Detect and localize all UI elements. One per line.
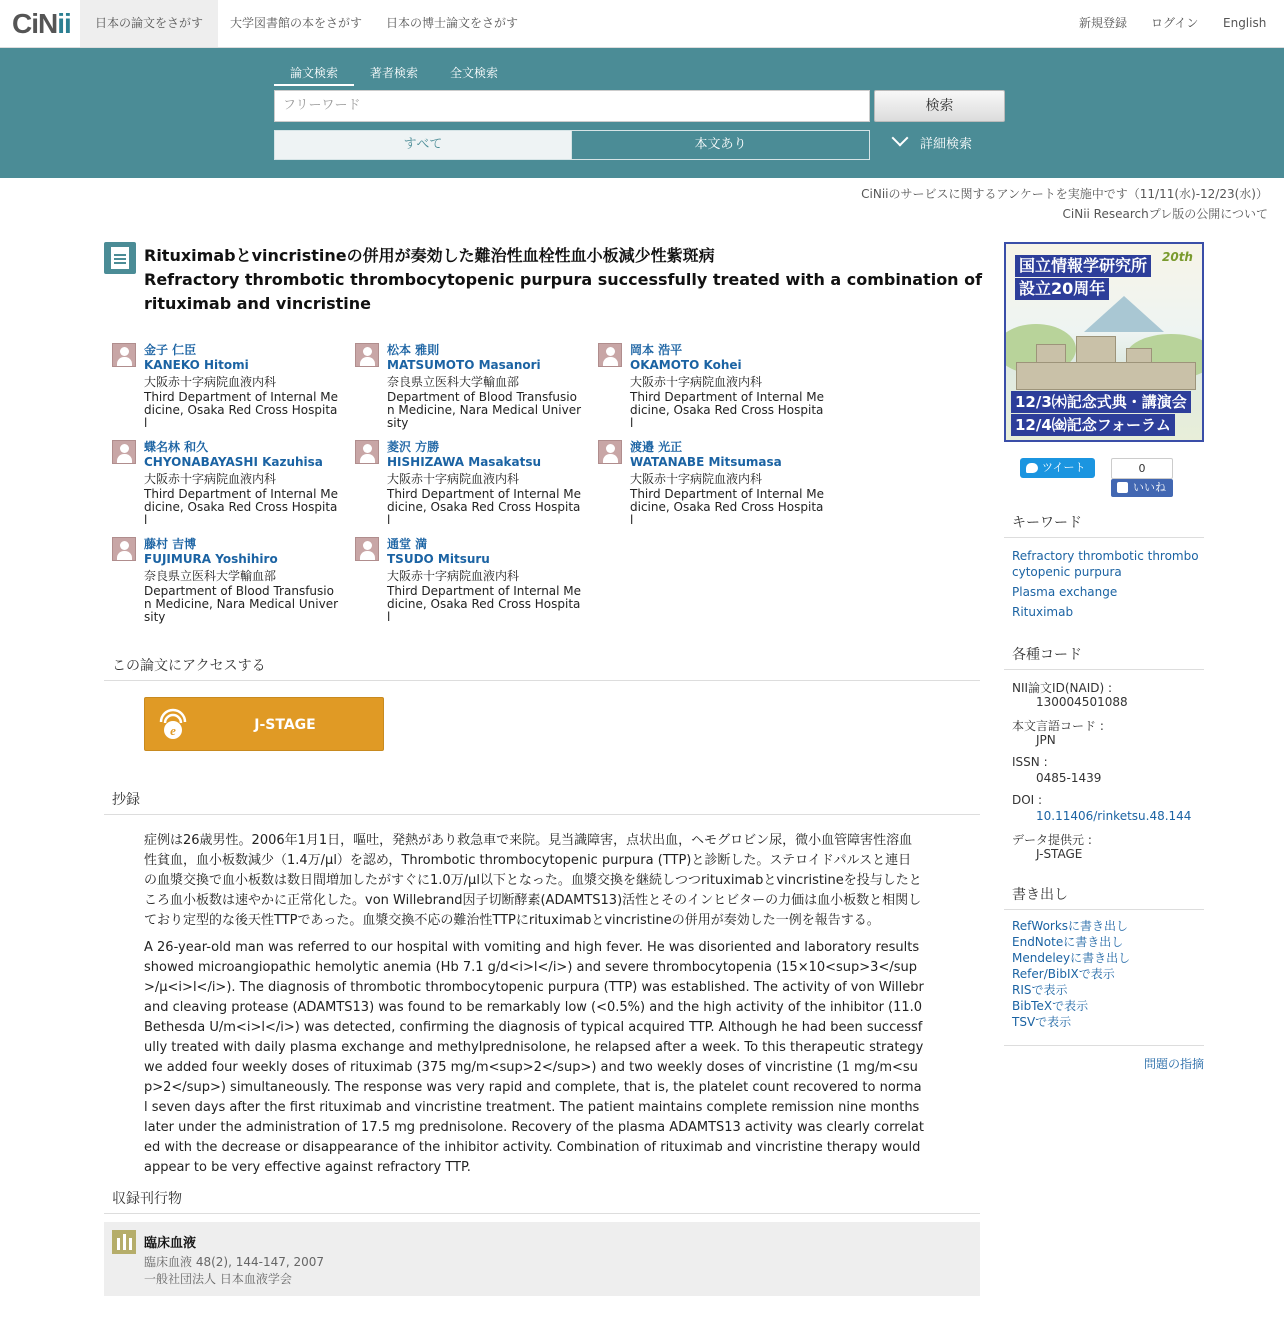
export-refer-link[interactable]: Refer/BibIXで表示 (1012, 967, 1115, 981)
author-affiliation: 大阪赤十字病院血液内科 Third Department of Internal Medicine, Osaka Red Cross Hospital (630, 375, 825, 430)
thumbs-up-icon (1117, 482, 1128, 493)
top-navigation (0, 0, 1284, 48)
author-name-link[interactable]: 蝶名林 和久 CHYONABAYASHI Kazuhisa (144, 440, 323, 469)
like-label: いいね (1133, 481, 1166, 494)
nav-tab-japanese-articles[interactable]: 日本の論文をさがす (80, 0, 218, 47)
author-avatar-icon (112, 440, 136, 464)
keyword-link[interactable]: Plasma exchange (1012, 585, 1118, 599)
article-document-icon (104, 242, 136, 274)
code-label-provider: データ提供元 : (1012, 833, 1092, 847)
author-name-link[interactable]: 藤村 吉博 FUJIMURA Yoshihiro (144, 537, 278, 566)
code-value-naid: 130004501088 (1036, 695, 1128, 709)
twitter-bird-icon (1026, 463, 1038, 473)
author-affiliation: 大阪赤十字病院血液内科 Third Department of Internal Medicine, Osaka Red Cross Hospital (630, 472, 825, 527)
export-mendeley-link[interactable]: Mendeleyに書き出し (1012, 951, 1131, 965)
facebook-like-button[interactable] (1111, 479, 1173, 497)
export-ris-link[interactable]: RISで表示 (1012, 983, 1068, 997)
code-label-issn: ISSN : (1012, 755, 1048, 769)
search-button[interactable]: 検索 (874, 90, 1005, 122)
export-tsv-link[interactable]: TSVで表示 (1012, 1015, 1072, 1029)
journal-publisher: 一般社団法人 日本血液学会 (144, 1272, 292, 1286)
author-affiliation: 大阪赤十字病院血液内科 Third Department of Internal Medicine, Osaka Red Cross Hospital (387, 569, 582, 624)
banner-title-line1: 国立情報学研究所 (1015, 255, 1151, 277)
code-value-provider: J-STAGE (1036, 847, 1083, 861)
journal-info (104, 1222, 980, 1296)
banner-event-1: 12/3㈭記念式典・講演会 (1011, 391, 1191, 413)
code-value-issn: 0485-1439 (1036, 771, 1102, 785)
logo-accent: ii (57, 8, 71, 39)
banner-title-line2: 設立20周年 (1015, 278, 1109, 300)
banner-event-2: 12/4㈮記念フォーラム (1011, 414, 1175, 436)
jstage-button[interactable] (144, 697, 384, 751)
author-affiliation: 大阪赤十字病院血液内科 Third Department of Internal Medicine, Osaka Red Cross Hospital (144, 375, 339, 430)
svg-text:e: e (170, 723, 176, 738)
article-title-en: Refractory thrombotic thrombocytopenic purpura successfully treated with a combination of rituximab and vincristine (144, 270, 983, 313)
abstract-heading: 抄録 (104, 789, 980, 815)
author-name-link[interactable]: 渡邉 光正 WATANABE Mitsumasa (630, 440, 782, 469)
author-avatar-icon (355, 440, 379, 464)
nii-20th-anniversary-banner[interactable] (1004, 242, 1204, 442)
register-link[interactable]: 新規登録 (1079, 16, 1128, 30)
nav-tab-dissertations[interactable]: 日本の博士論文をさがす (386, 16, 519, 30)
login-link[interactable]: ログイン (1151, 16, 1199, 30)
advanced-search-toggle[interactable] (892, 130, 972, 160)
author-affiliation: 大阪赤十字病院血液内科 Third Department of Internal Medicine, Osaka Red Cross Hospital (387, 472, 582, 527)
author-avatar-icon (598, 343, 622, 367)
english-link[interactable]: English (1223, 16, 1267, 30)
author-affiliation: 奈良県立医科大学輸血部 Department of Blood Transfusion Medicine, Nara Medical University (144, 569, 339, 624)
author-name-link[interactable]: 松本 雅則 MATSUMOTO Masanori (387, 343, 541, 372)
author-avatar-icon (598, 440, 622, 464)
jstage-label: J-STAGE (254, 717, 316, 733)
tab-author-search[interactable]: 著者検索 (369, 66, 418, 80)
advanced-search-label: 詳細検索 (920, 137, 973, 152)
author-name-link[interactable]: 岡本 浩平 OKAMOTO Kohei (630, 343, 742, 372)
keywords-heading: キーワード (1004, 512, 1204, 538)
cinii-logo[interactable] (12, 8, 71, 40)
code-label-doi: DOI : (1012, 793, 1043, 807)
tweet-label: ツイート (1042, 461, 1086, 474)
nav-tab-university-books[interactable]: 大学図書館の本をさがす (230, 16, 363, 30)
author-affiliation: 奈良県立医科大学輸血部 Department of Blood Transfusion Medicine, Nara Medical University (387, 375, 582, 430)
abstract-en: A 26-year-old man was referred to our hospital with vomiting and high fever. He was disoriented and laboratory results showed microangiopathic hemolytic anemia (Hb 7.1 g/d<i>l</i>) and severe thrombocytopenia (15×10<sup>3</sup>/μ<i>l</i>). The diagnosis of thrombotic thrombocytopenic purpura (TTP) was established. The activity of von Willebrand cleaving protease (ADAMTS13) was found to be remarkably low (<0.5%) and the high activity of the inhibitor (11.0 Bethesda U/m<i>l</i>) was detected, confirming the diagnosis of typical acquired TTP. Although he had been successfully treated with daily plasma exchange and methylprednisolone, he relapsed after a week. To this therapeutic strategy we added four weekly doses of rituximab (375 mg/m<sup>2</sup>) and two weekly doses of vincristine (1 mg/m<sup>2</sup>) simultaneously. The response was very rapid and complete, that is, the platelet count recovered to normal seven days after the first rituximab and vincristine treatment. The patient maintains complete remission nine months later under the administration of 17.5 mg prednisolone. Recovery of the plasma ADAMTS13 activity was clearly correlated with the decrease or disappearance of the inhibitor activity. Combination of rituximab and vincristine therapy would appear to be very effective against refractory TTP. (144, 940, 924, 1175)
tab-article-search[interactable]: 論文検索 (274, 64, 354, 86)
banner-mountain (1084, 296, 1164, 332)
journal-volume: 臨床血液 48(2), 144-147, 2007 (144, 1255, 325, 1269)
survey-notice-link[interactable]: CiNiiのサービスに関するアンケートを実施中です（11/11(水)-12/23(水)） (861, 187, 1268, 201)
code-value-language: JPN (1036, 733, 1056, 747)
author-name-link[interactable]: 菱沢 方勝 HISHIZAWA Masakatsu (387, 440, 542, 469)
article-title-ja: Rituximabとvincristineの併用が奏効した難治性血栓性血小板減少性紫斑病 (144, 246, 715, 265)
report-problem-link[interactable]: 問題の指摘 (1004, 1045, 1204, 1072)
export-refworks-link[interactable]: RefWorksに書き出し (1012, 919, 1129, 933)
search-input[interactable]: フリーワード (274, 90, 870, 122)
filter-all[interactable]: すべて (274, 130, 572, 160)
filter-fulltext[interactable]: 本文あり (571, 130, 870, 160)
author-name-link[interactable]: 金子 仁臣 KANEKO Hitomi (144, 343, 249, 372)
export-heading: 書き出し (1004, 884, 1204, 910)
search-panel (0, 48, 1284, 178)
keyword-link[interactable]: Refractory thrombotic thrombocytopenic purpura (1012, 549, 1199, 579)
author-avatar-icon (355, 343, 379, 367)
code-label-language: 本文言語コード : (1012, 719, 1104, 733)
tab-fulltext-search[interactable]: 全文検索 (449, 66, 498, 80)
journal-name-link[interactable]: 臨床血液 (144, 1236, 197, 1251)
journal-heading: 収録刊行物 (104, 1188, 980, 1214)
codes-heading: 各種コード (1004, 644, 1204, 670)
like-count: 0 (1111, 458, 1173, 479)
banner-anniversary-logo: 20th (1162, 250, 1193, 264)
author-name-link[interactable]: 通堂 満 TSUDO Mitsuru (387, 537, 490, 566)
banner-building (1016, 362, 1196, 390)
code-label-naid: NII論文ID(NAID) : (1012, 681, 1113, 695)
keyword-link[interactable]: Rituximab (1012, 605, 1074, 619)
logo-text: CiN (12, 8, 58, 39)
tweet-button[interactable] (1020, 458, 1095, 478)
chevron-down-icon (892, 130, 909, 147)
author-avatar-icon (112, 343, 136, 367)
export-bibtex-link[interactable]: BibTeXで表示 (1012, 999, 1089, 1013)
export-endnote-link[interactable]: EndNoteに書き出し (1012, 935, 1124, 949)
author-avatar-icon (355, 537, 379, 561)
author-affiliation: 大阪赤十字病院血液内科 Third Department of Internal Medicine, Osaka Red Cross Hospital (144, 472, 339, 527)
journal-bar-icon (112, 1230, 136, 1254)
author-avatar-icon (112, 537, 136, 561)
doi-link[interactable]: 10.11406/rinketsu.48.144 (1036, 809, 1192, 823)
abstract-ja: 症例は26歳男性。2006年1月1日，嘔吐，発熱があり救急車で来院。見当識障害，点状出血，ヘモグロビン尿，微小血管障害性溶血性貧血，血小板数減少（1.4万/μl）を認め，Thrombotic thrombocytopenic purpura (TTP)と診断した。ステロイドパルスと連日の血漿交換で血小板数は数日間増加したがすぐに1.0万/μl以下となった。血漿交換を継続しつつrituximabとvincristineを投与したところ血小板数は速やかに正常化した。von Willebrand因子切断酵素(ADAMTS13)活性とそのインヒビターの力価は血小板数と相関しており定型的な後天性TTPであった。血漿交換不応の難治性TTPにrituximabとvincristineの併用が奏効した一例を報告する。 (144, 833, 922, 928)
access-heading: この論文にアクセスする (104, 655, 980, 681)
cinii-research-notice-link[interactable]: CiNii Researchプレ版の公開について (1062, 207, 1268, 221)
